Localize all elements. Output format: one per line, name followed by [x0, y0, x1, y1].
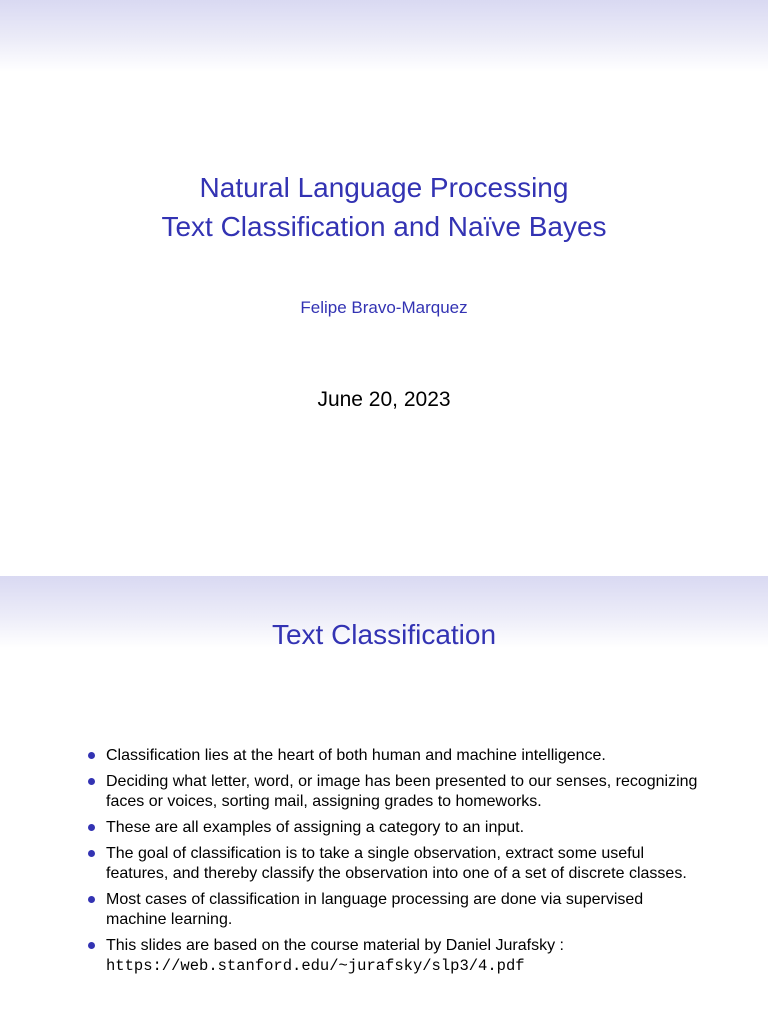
bullet-list	[84, 746, 704, 982]
bullet-dot-icon	[88, 850, 95, 857]
title-line-2: Text Classification and Naïve Bayes	[161, 211, 607, 242]
author-name: Felipe Bravo-Marquez	[300, 298, 468, 317]
bullet-item	[84, 772, 704, 812]
title-line-1: Natural Language Processing	[199, 172, 569, 203]
presentation-date: June 20, 2023	[317, 388, 451, 411]
bullet-text: Deciding what letter, word, or image has been presented to our senses, recognizing faces or voices, sorting mail, assigning grades to homeworks.	[106, 773, 698, 810]
bullet-text: Classification lies at the heart of both human and machine intelligence.	[106, 747, 606, 764]
bullet-text: Most cases of classification in language processing are done via supervised machine learning.	[106, 891, 644, 928]
reference-url[interactable]: https://web.stanford.edu/~jurafsky/slp3/4.pdf	[106, 957, 525, 975]
bullet-text: The goal of classification is to take a single observation, extract some useful features, and thereby classify the observation into one of a set of discrete classes.	[106, 845, 687, 882]
content-slide	[0, 576, 768, 1024]
bullet-item	[84, 746, 704, 766]
bullet-text: These are all examples of assigning a category to an input.	[106, 819, 525, 836]
bullet-text: This slides are based on the course material by Daniel Jurafsky :	[106, 937, 564, 954]
bullet-dot-icon	[88, 942, 95, 949]
bullet-item	[84, 818, 704, 838]
bullet-item	[84, 844, 704, 884]
bullet-dot-icon	[88, 824, 95, 831]
bullet-item	[84, 890, 704, 930]
header-band	[0, 0, 768, 72]
bullet-dot-icon	[88, 752, 95, 759]
bullet-dot-icon	[88, 778, 95, 785]
bullet-item	[84, 936, 704, 976]
bullet-dot-icon	[88, 896, 95, 903]
frame-title: Text Classification	[271, 619, 497, 650]
presentation-title	[0, 168, 768, 246]
